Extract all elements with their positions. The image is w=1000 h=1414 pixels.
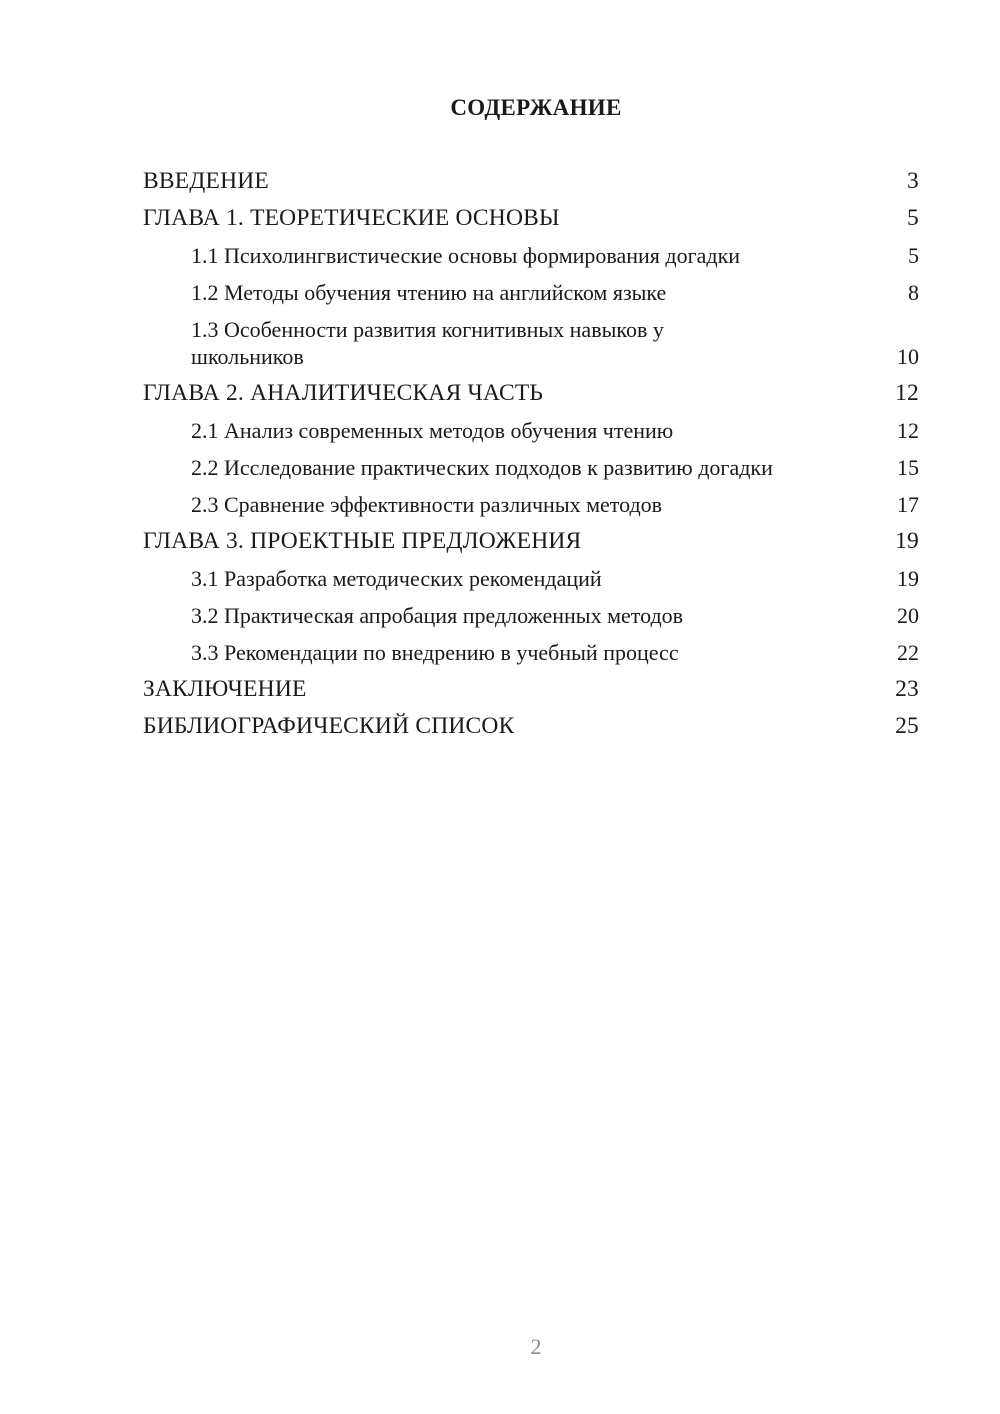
toc-entry-title: ГЛАВА 1. ТЕОРЕТИЧЕСКИЕ ОСНОВЫ xyxy=(143,205,560,231)
toc-entry-title: 2.1 Анализ современных методов обучения чтению xyxy=(191,418,674,443)
toc-entry xyxy=(143,417,919,444)
toc-entry xyxy=(143,602,919,629)
toc-entry xyxy=(143,639,919,666)
toc-entry-page: 5 xyxy=(908,243,919,268)
toc-entry-page: 10 xyxy=(897,344,919,369)
toc-entry-page: 8 xyxy=(908,280,919,305)
toc-entry xyxy=(143,676,919,703)
toc-entry-title: ВВЕДЕНИЕ xyxy=(143,168,269,194)
toc-entry xyxy=(143,316,919,370)
toc-entry xyxy=(143,528,919,555)
toc-entry xyxy=(143,713,919,740)
toc-entry xyxy=(143,168,919,195)
toc-entry-title: ГЛАВА 2. АНАЛИТИЧЕСКАЯ ЧАСТЬ xyxy=(143,380,544,406)
toc-entry-title: 3.3 Рекомендации по внедрению в учебный процесс xyxy=(191,640,679,665)
toc-entry-title: 3.1 Разработка методических рекомендаций xyxy=(191,566,602,591)
toc-entry xyxy=(143,454,919,481)
toc-entry-title: 1.3 Особенности развития когнитивных навыков у школьников xyxy=(191,317,664,369)
table-of-contents xyxy=(143,168,919,750)
toc-entry-title: 3.2 Практическая апробация предложенных методов xyxy=(191,603,684,628)
toc-entry-title: БИБЛИОГРАФИЧЕСКИЙ СПИСОК xyxy=(143,713,515,739)
toc-entry-page: 23 xyxy=(895,676,919,702)
toc-entry-title: 2.2 Исследование практических подходов к развитию догадки xyxy=(191,455,773,480)
toc-entry-title: 1.2 Методы обучения чтению на английском языке xyxy=(191,280,667,305)
page-number: 2 xyxy=(530,1334,542,1359)
page-title: СОДЕРЖАНИЕ xyxy=(450,95,622,120)
toc-entry xyxy=(143,565,919,592)
toc-entry xyxy=(143,242,919,269)
toc-entry-page: 3 xyxy=(907,168,919,194)
toc-entry-page: 19 xyxy=(897,566,919,591)
toc-entry-title: ГЛАВА 3. ПРОЕКТНЫЕ ПРЕДЛОЖЕНИЯ xyxy=(143,528,582,554)
toc-entry-title: 2.3 Сравнение эффективности различных методов xyxy=(191,492,663,517)
toc-entry-page: 15 xyxy=(897,455,919,480)
toc-entry-page: 22 xyxy=(897,640,919,665)
toc-entry-page: 20 xyxy=(897,603,919,628)
toc-entry-page: 19 xyxy=(895,528,919,554)
toc-entry xyxy=(143,380,919,407)
toc-entry-page: 5 xyxy=(907,205,919,231)
toc-entry-title: 1.1 Психолингвистические основы формирования догадки xyxy=(191,243,741,268)
toc-entry xyxy=(143,205,919,232)
toc-entry-page: 17 xyxy=(897,492,919,517)
toc-entry-page: 12 xyxy=(895,380,919,406)
toc-entry-page: 12 xyxy=(897,418,919,443)
toc-entry xyxy=(143,491,919,518)
toc-entry-page: 25 xyxy=(895,713,919,739)
toc-entry-title: ЗАКЛЮЧЕНИЕ xyxy=(143,676,307,702)
toc-entry xyxy=(143,279,919,306)
